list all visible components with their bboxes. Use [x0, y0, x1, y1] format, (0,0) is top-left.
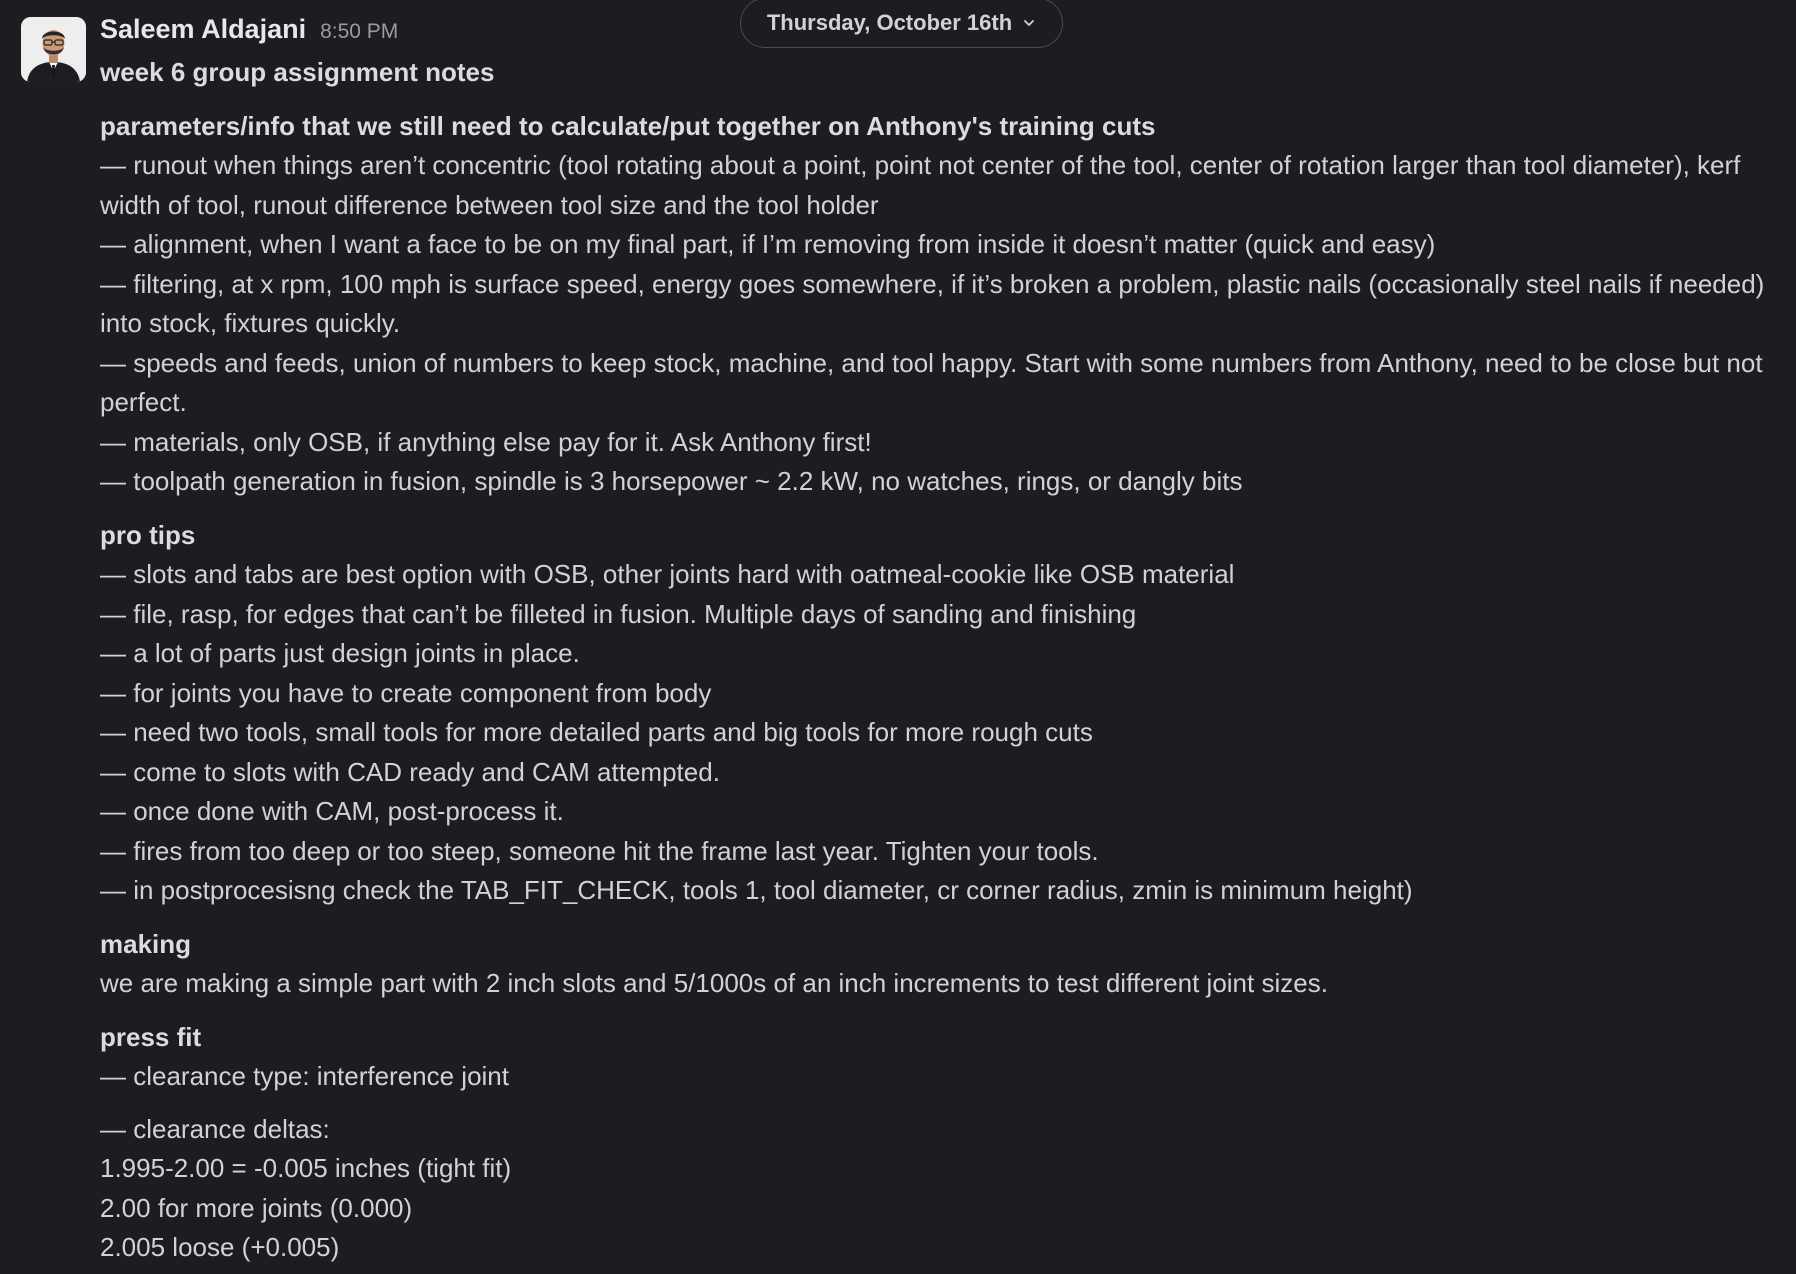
section-making — [100, 925, 1790, 1004]
list-item: 2.005 loose (+0.005) — [100, 1232, 340, 1262]
list-item: — speeds and feeds, union of numbers to keep stock, machine, and tool happy. Start with some numbers from Anthony, need to be close but not perfect. — [100, 347, 1763, 417]
list-item: we are making a simple part with 2 inch slots and 5/1000s of an inch increments to test different joint sizes. — [100, 968, 1328, 998]
list-item: — slots and tabs are best option with OSB, other joints hard with oatmeal-cookie like OSB material — [100, 559, 1235, 589]
list-item: — runout when things aren’t concentric (tool rotating about a point, point not center of the tool, center of rotation larger than tool diameter), kerf width of tool, runout difference between tool size and the tool holder — [100, 150, 1741, 220]
section-title: parameters/info that we still need to calculate/put together on Anthony's training cuts — [100, 110, 1156, 141]
list-item: — alignment, when I want a face to be on my final part, if I’m removing from inside it doesn’t matter (quick and easy) — [100, 229, 1436, 259]
message-subtitle: week 6 group assignment notes — [100, 57, 495, 87]
list-item: — a lot of parts just design joints in place. — [100, 638, 580, 668]
list-item: — materials, only OSB, if anything else pay for it. Ask Anthony first! — [100, 426, 872, 457]
date-divider-button[interactable] — [740, 0, 1063, 48]
section-title: pro tips — [100, 519, 196, 550]
list-item: — toolpath generation in fusion, spindle is 3 horsepower ~ 2.2 kW, no watches, rings, or dangly bits — [100, 466, 1243, 496]
section-parameters — [100, 107, 1790, 502]
section-title: press fit — [100, 1021, 202, 1052]
message-timestamp[interactable]: 8:50 PM — [320, 20, 399, 43]
list-item: — clearance type: interference joint — [100, 1061, 509, 1091]
list-item: — file, rasp, for edges that can’t be filleted in fusion. Multiple days of sanding and finishing — [100, 598, 1137, 629]
list-item: — need two tools, small tools for more detailed parts and big tools for more rough cuts — [100, 717, 1093, 747]
list-item: — in postprocesisng check the TAB_FIT_CHECK, tools 1, tool diameter, cr corner radius, zmin is minimum height) — [100, 875, 1413, 905]
section-press-fit — [100, 1018, 1790, 1268]
list-item: — fires from too deep or too steep, someone hit the frame last year. Tighten your tools. — [100, 835, 1099, 866]
message-body — [100, 50, 1790, 1268]
section-pro-tips — [100, 516, 1790, 911]
list-item: — come to slots with CAD ready and CAM attempted. — [100, 756, 720, 787]
list-item: — once done with CAM, post-process it. — [100, 796, 564, 826]
list-item: 2.00 for more joints (0.000) — [100, 1192, 413, 1223]
list-item: — for joints you have to create component from body — [100, 677, 712, 708]
spacer — [100, 1097, 1790, 1110]
list-item: — filtering, at x rpm, 100 mph is surface speed, energy goes somewhere, if it’s broken a problem, plastic nails (occasionally steel nails if needed) into stock, fixtures quickly. — [100, 268, 1765, 338]
list-item: 1.995-2.00 = -0.005 inches (tight fit) — [100, 1153, 512, 1183]
person-avatar-icon — [21, 17, 86, 82]
message-header — [100, 14, 398, 45]
avatar[interactable] — [21, 17, 86, 82]
chevron-down-icon — [1022, 16, 1036, 30]
section-title: making — [100, 928, 192, 959]
sender-name[interactable]: Saleem Aldajani — [100, 14, 307, 44]
clearance-heading: — clearance deltas: — [100, 1113, 330, 1144]
date-label: Thursday, October 16th — [766, 10, 1013, 35]
